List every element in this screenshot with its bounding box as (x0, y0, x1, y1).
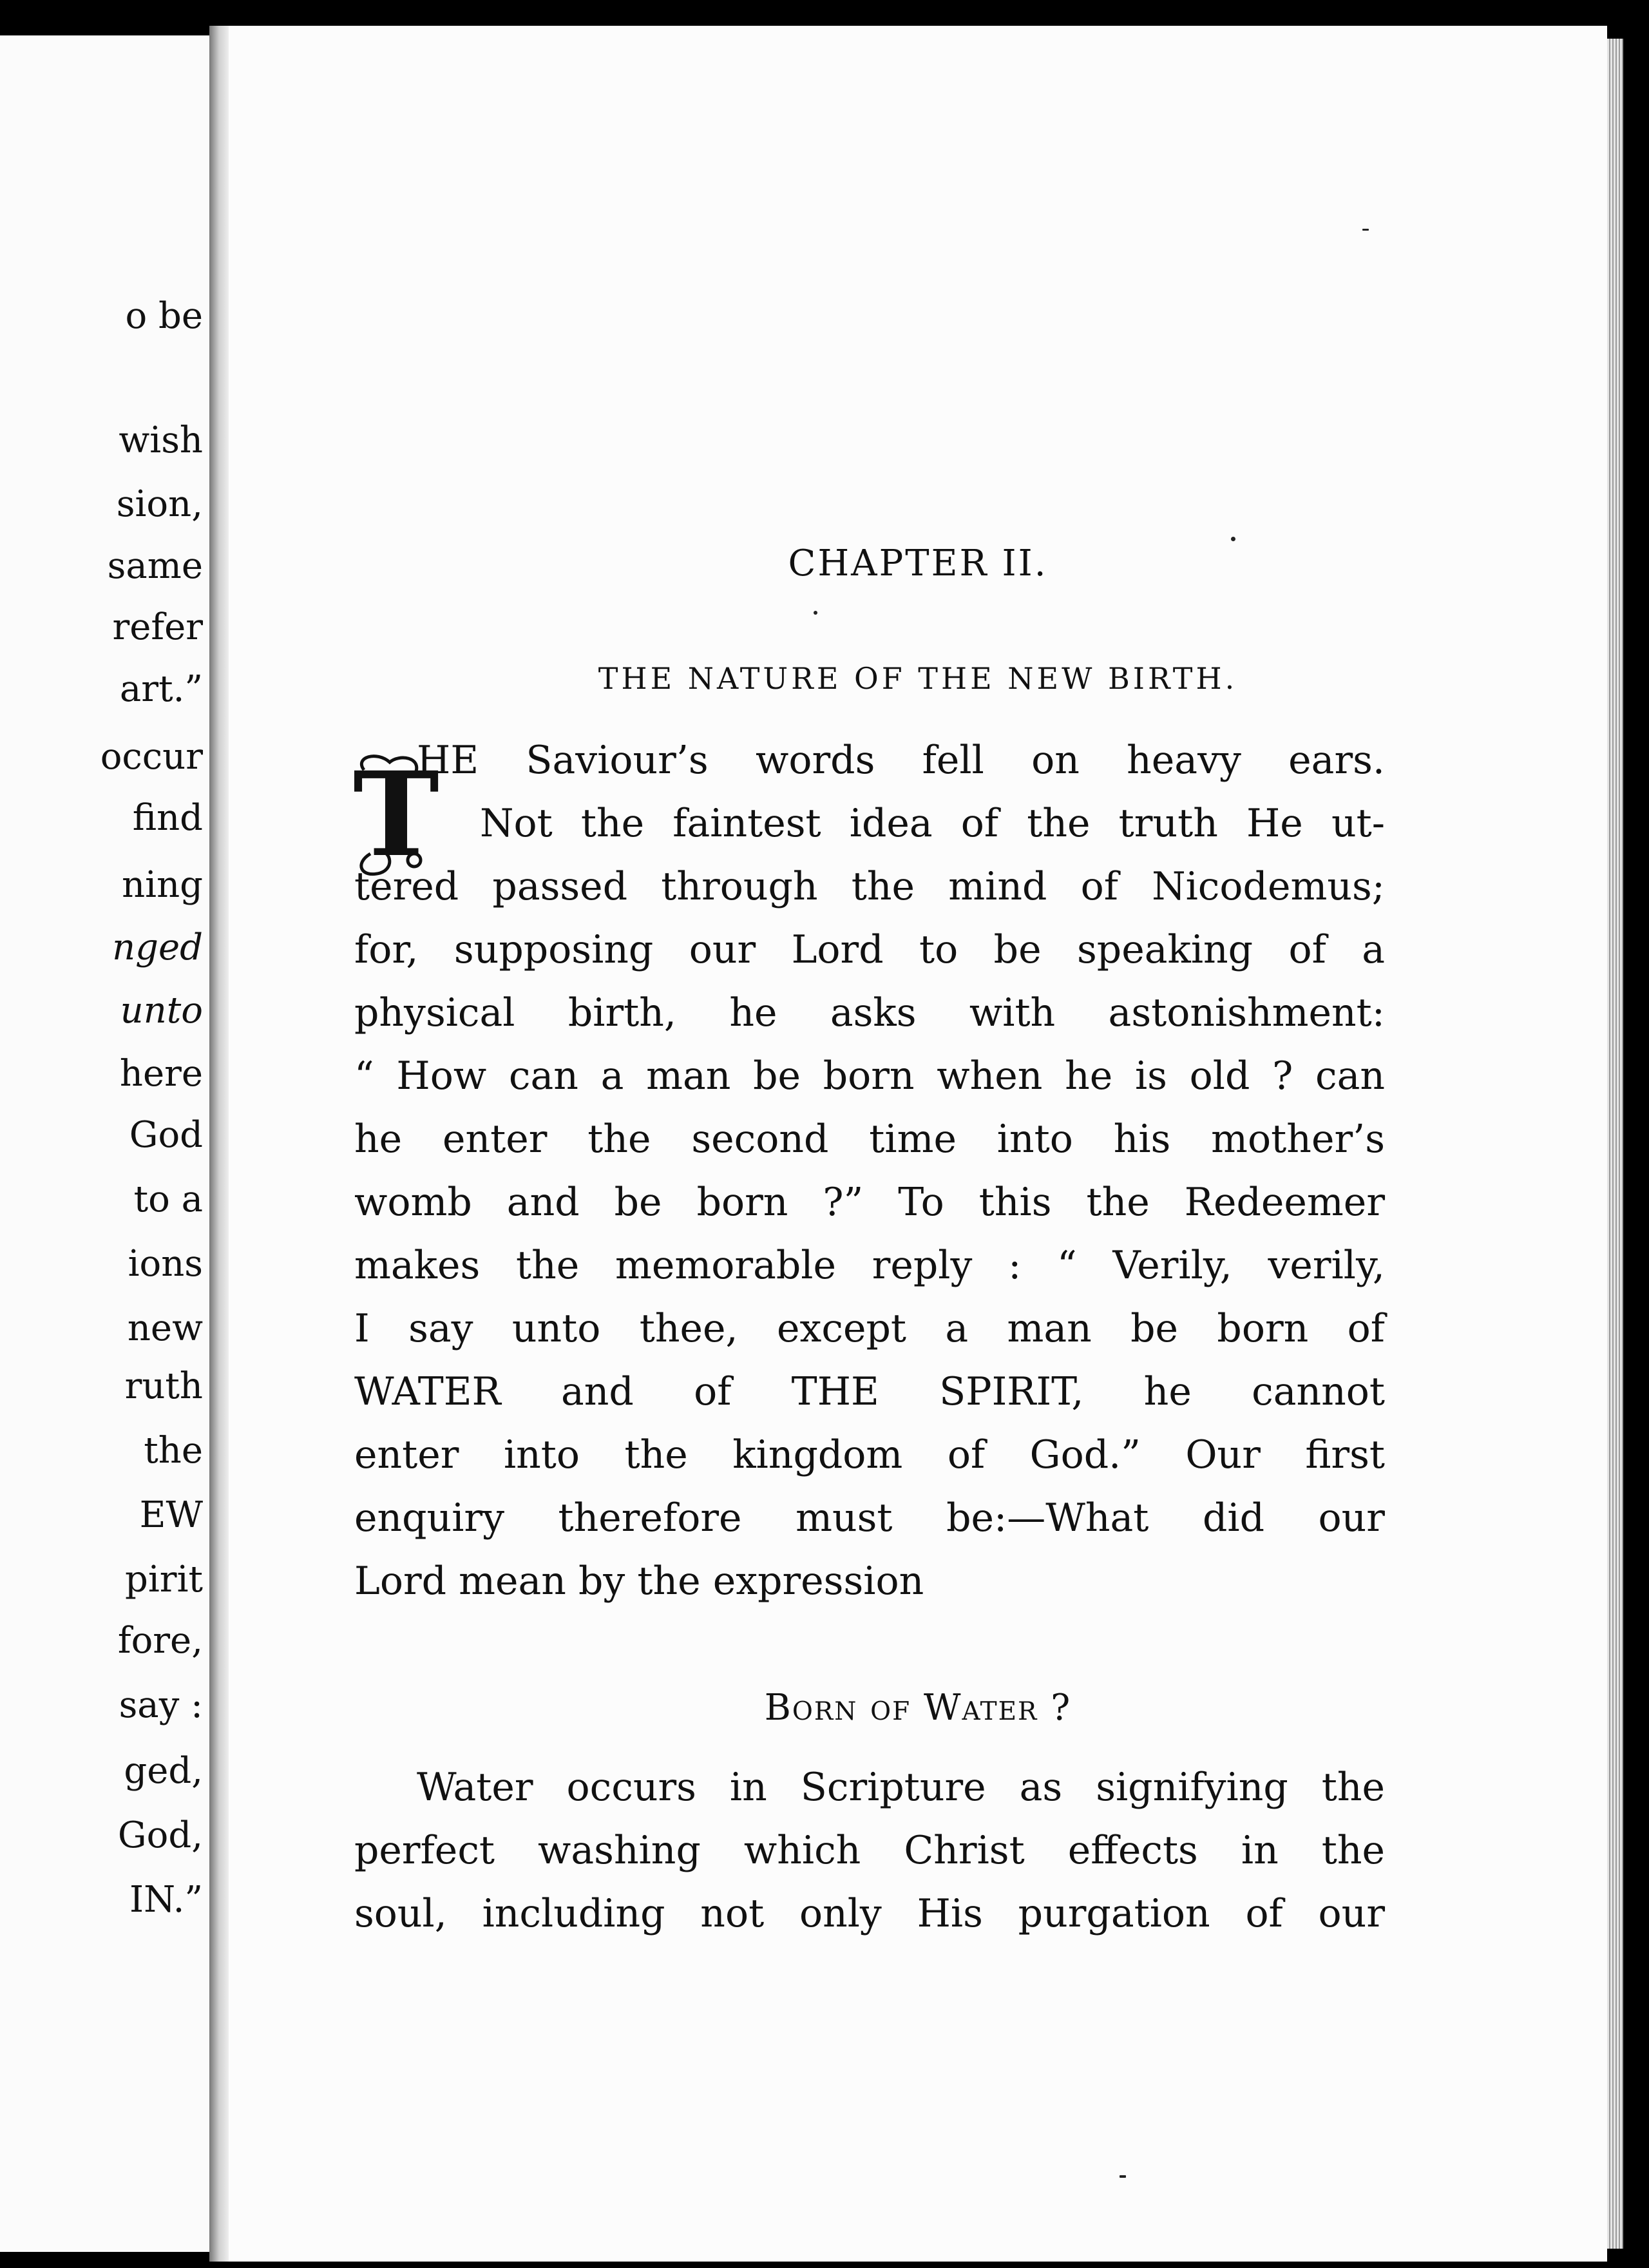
text-line: he enter the second time into his mother’s (354, 1117, 1385, 1162)
print-speck (814, 611, 817, 615)
left-page-line: IN.” (129, 1879, 203, 1921)
print-speck (1231, 537, 1235, 541)
text-line: makes the memorable reply : “ Verily, verily, (354, 1243, 1385, 1288)
text-line: soul, including not only His purgation of our (354, 1891, 1385, 1936)
left-page-line: God, (117, 1814, 203, 1856)
text-line: for, supposing our Lord to be speaking of a (354, 927, 1385, 972)
left-page-line: God (129, 1114, 203, 1156)
left-page-line: here (119, 1053, 203, 1095)
left-page-line: EW (139, 1494, 203, 1536)
left-page-line: wish (119, 419, 203, 461)
left-page-line: ged, (124, 1750, 203, 1792)
left-page-line: the (144, 1430, 203, 1472)
text-line: physical birth, he asks with astonishment: (354, 990, 1385, 1035)
left-page-line: refer (112, 606, 203, 648)
left-page-line: fore, (117, 1620, 203, 1662)
book-gutter (209, 26, 229, 2262)
text-line: Lord mean by the expression (354, 1559, 924, 1604)
text-line: “ How can a man be born when he is old ? can (354, 1053, 1385, 1099)
text-line: enquiry therefore must be:—What did our (354, 1495, 1385, 1541)
dropcap-letter: T (353, 747, 439, 883)
chapter-subtitle: THE NATURE OF THE NEW BIRTH. (598, 661, 1238, 696)
text-line: perfect washing which Christ effects in the (354, 1828, 1385, 1873)
section-heading: Born of Water ? (764, 1687, 1072, 1729)
left-page-line: o be (125, 295, 203, 337)
left-page-fragment (0, 35, 209, 2252)
left-page-line: ruth (124, 1365, 203, 1407)
text-line: HE Saviour’s words fell on heavy ears. (417, 738, 1385, 783)
left-page-line: unto (120, 990, 203, 1032)
left-page-line: pirit (125, 1559, 203, 1600)
text-line: WATER and of THE SPIRIT, he cannot (354, 1369, 1385, 1414)
left-page-line: occur (100, 736, 203, 778)
text-line: womb and be born ?” To this the Redeemer (354, 1180, 1385, 1225)
left-page-line: new (127, 1307, 203, 1349)
print-speck (1120, 2175, 1126, 2178)
left-page-line: ning (122, 864, 203, 906)
left-page-line: ions (128, 1243, 203, 1285)
text-line: enter into the kingdom of God.” Our first (354, 1432, 1385, 1477)
left-page-line: to a (133, 1178, 203, 1220)
text-line: tered passed through the mind of Nicodemus; (354, 864, 1385, 909)
text-line: Not the faintest idea of the truth He ut- (480, 801, 1385, 846)
print-speck (1362, 229, 1369, 231)
left-page-line: sion, (116, 483, 203, 525)
left-page-line: say : (119, 1684, 203, 1726)
left-page-line: same (107, 545, 203, 587)
left-page-line: find (132, 797, 203, 839)
page-edge (1607, 39, 1623, 2249)
text-line: Water occurs in Scripture as signifying the (417, 1765, 1385, 1810)
chapter-heading: CHAPTER II. (788, 543, 1048, 584)
left-page-line: art.” (119, 668, 203, 710)
left-page-line: nged (112, 927, 203, 968)
text-line: I say unto thee, except a man be born of (354, 1306, 1385, 1351)
